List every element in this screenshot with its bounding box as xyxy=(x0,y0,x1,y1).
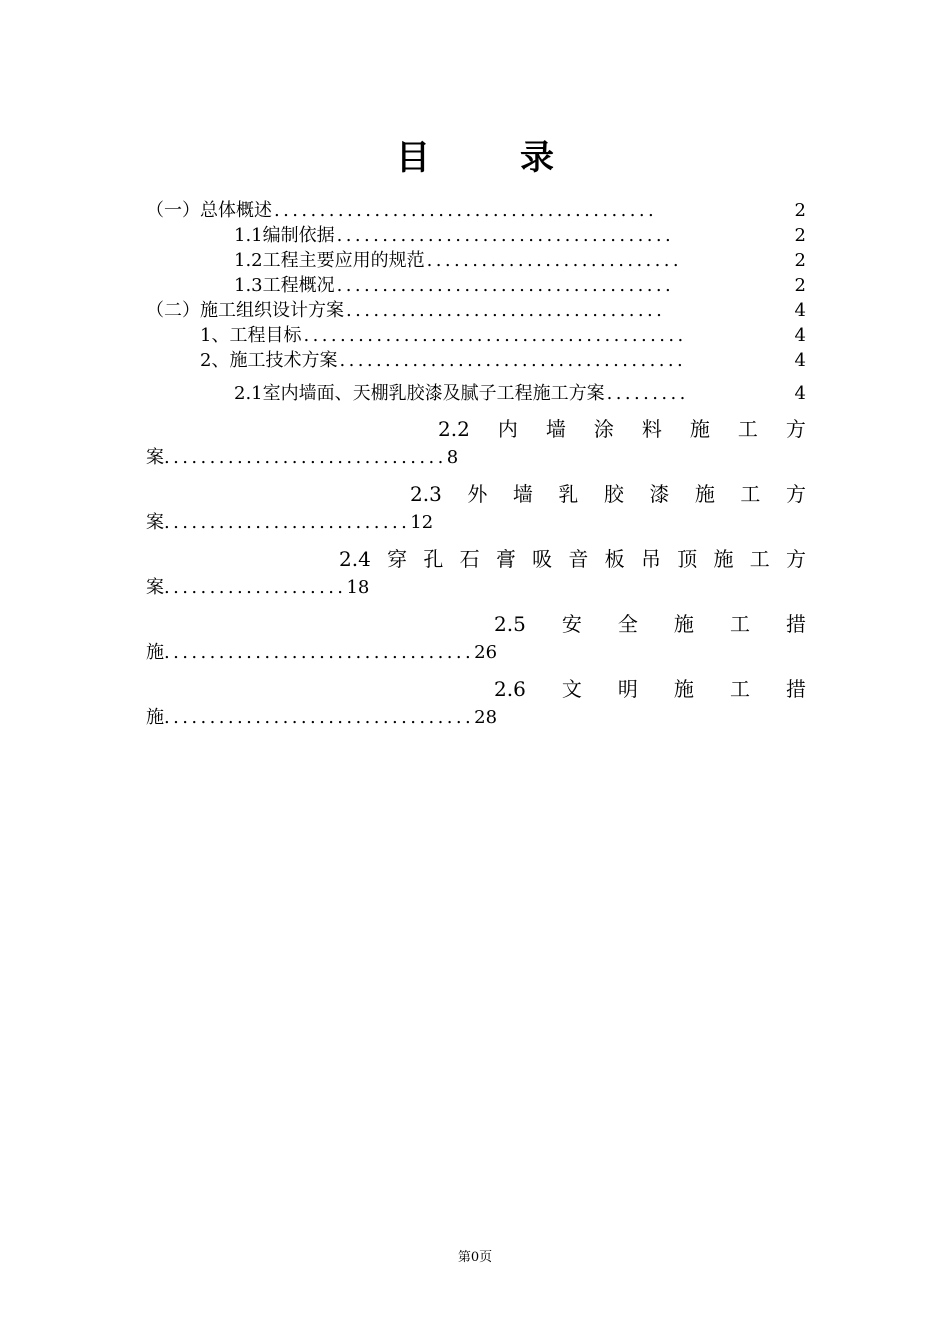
toc-entry-label: 1、工程目标 xyxy=(200,325,302,346)
toc-char: 2.4 xyxy=(339,547,371,571)
toc-entry[interactable] xyxy=(146,381,806,406)
toc-entry-label-tail: 施 xyxy=(146,707,164,728)
toc-leader: ............................ xyxy=(426,250,683,271)
toc-char: 板 xyxy=(604,547,625,571)
toc-entry[interactable] xyxy=(146,273,806,298)
toc-char: 措 xyxy=(785,677,806,701)
toc-char: 穿 xyxy=(387,547,408,571)
toc-entry-continuation xyxy=(146,639,806,666)
toc-char: 外 xyxy=(467,482,488,506)
toc-char: 2.3 xyxy=(410,482,442,506)
toc-entry-label-tail: 案 xyxy=(146,447,164,468)
toc-leader: .................... xyxy=(164,577,347,598)
page-footer: 第0页 xyxy=(457,1250,493,1265)
toc-char: 施 xyxy=(694,482,715,506)
toc-page-number: 2 xyxy=(794,250,806,271)
toc-leader: ..................................... xyxy=(336,275,675,296)
toc-leader: .................................. xyxy=(164,642,475,663)
toc-page-number: 18 xyxy=(346,577,370,598)
toc-page-number: 26 xyxy=(474,642,498,663)
toc-entry-label: 1.3工程概况 xyxy=(234,275,335,296)
toc-entry[interactable] xyxy=(146,298,806,323)
toc-entry[interactable] xyxy=(146,248,806,273)
toc-page-number: 2 xyxy=(794,200,806,221)
table-of-contents xyxy=(146,198,806,731)
toc-char: 胶 xyxy=(603,482,624,506)
toc-char: 墙 xyxy=(512,482,533,506)
toc-entry-wrapped[interactable] xyxy=(146,544,806,601)
toc-entry-label: （二）施工组织设计方案 xyxy=(146,300,344,321)
toc-entry-label: 2.1室内墙面、天棚乳胶漆及腻子工程施工方案 xyxy=(234,383,605,404)
toc-char: 文 xyxy=(561,677,582,701)
toc-char: 明 xyxy=(617,677,638,701)
toc-entry-label-line xyxy=(146,674,806,704)
toc-entry[interactable] xyxy=(146,223,806,248)
toc-char: 音 xyxy=(568,547,589,571)
toc-entry-label: 2、施工技术方案 xyxy=(200,350,338,371)
toc-entry-label-tail: 案 xyxy=(146,577,164,598)
toc-char: 吸 xyxy=(532,547,553,571)
toc-entry-label-line xyxy=(146,544,806,574)
toc-leader: ........................... xyxy=(164,512,411,533)
toc-char: 工 xyxy=(749,547,770,571)
toc-page-number: 2 xyxy=(794,275,806,296)
toc-entry-wrapped[interactable] xyxy=(146,674,806,731)
toc-leader: ............................... xyxy=(164,447,447,468)
toc-char: 工 xyxy=(740,482,761,506)
toc-leader: .......................................... xyxy=(274,200,658,221)
toc-char: 乳 xyxy=(558,482,579,506)
toc-entry-continuation xyxy=(146,509,806,536)
toc-char: 吊 xyxy=(640,547,661,571)
toc-entry-wrapped[interactable] xyxy=(146,414,806,471)
toc-entry-label-line xyxy=(146,609,806,639)
toc-leader: .......................................... xyxy=(303,325,687,346)
toc-leader: ................................... xyxy=(346,300,666,321)
toc-char: 内 xyxy=(497,417,518,441)
toc-char: 施 xyxy=(673,612,694,636)
toc-leader: .................................. xyxy=(164,707,475,728)
toc-entry-label-line xyxy=(146,479,806,509)
toc-entry[interactable] xyxy=(146,323,806,348)
toc-entry[interactable] xyxy=(146,198,806,223)
toc-char: 安 xyxy=(561,612,582,636)
toc-char: 墙 xyxy=(545,417,566,441)
toc-char: 2.5 xyxy=(494,612,526,636)
toc-char: 孔 xyxy=(423,547,444,571)
toc-title: 目 录 xyxy=(396,138,582,178)
toc-char: 方 xyxy=(786,547,806,571)
toc-entry-label: （一）总体概述 xyxy=(146,200,272,221)
toc-page-number: 4 xyxy=(794,325,806,346)
toc-char: 措 xyxy=(785,612,806,636)
toc-char: 膏 xyxy=(495,547,516,571)
toc-char: 工 xyxy=(729,677,750,701)
toc-char: 漆 xyxy=(649,482,670,506)
toc-char: 顶 xyxy=(677,547,698,571)
toc-entry-label-tail: 案 xyxy=(146,512,164,533)
toc-page-number: 4 xyxy=(794,383,806,404)
toc-page-number: 4 xyxy=(794,350,806,371)
toc-char: 方 xyxy=(785,417,806,441)
toc-page-number: 8 xyxy=(446,447,459,468)
toc-leader: ..................................... xyxy=(336,225,675,246)
toc-char: 料 xyxy=(641,417,662,441)
toc-page-number: 28 xyxy=(474,707,498,728)
toc-char: 工 xyxy=(729,612,750,636)
toc-entry-continuation xyxy=(146,574,806,601)
toc-page-number: 2 xyxy=(794,225,806,246)
toc-entry-label: 1.2工程主要应用的规范 xyxy=(234,250,425,271)
toc-leader: ...................................... xyxy=(339,350,687,371)
toc-entry-wrapped[interactable] xyxy=(146,609,806,666)
toc-page-number: 4 xyxy=(794,300,806,321)
toc-char: 方 xyxy=(785,482,806,506)
toc-char: 施 xyxy=(673,677,694,701)
toc-char: 全 xyxy=(617,612,638,636)
toc-char: 工 xyxy=(737,417,758,441)
toc-entry-continuation xyxy=(146,704,806,731)
toc-entry-label-tail: 施 xyxy=(146,642,164,663)
toc-leader: ......... xyxy=(606,383,689,404)
toc-char: 石 xyxy=(459,547,480,571)
toc-page-number: 12 xyxy=(410,512,434,533)
toc-char: 涂 xyxy=(593,417,614,441)
toc-char: 2.2 xyxy=(438,417,470,441)
toc-char: 施 xyxy=(713,547,734,571)
toc-char: 施 xyxy=(689,417,710,441)
toc-entry[interactable] xyxy=(146,348,806,373)
toc-entry-wrapped[interactable] xyxy=(146,479,806,536)
toc-char: 2.6 xyxy=(494,677,526,701)
toc-entry-continuation xyxy=(146,444,806,471)
toc-entry-label-line xyxy=(146,414,806,444)
toc-entry-label: 1.1编制依据 xyxy=(234,225,335,246)
